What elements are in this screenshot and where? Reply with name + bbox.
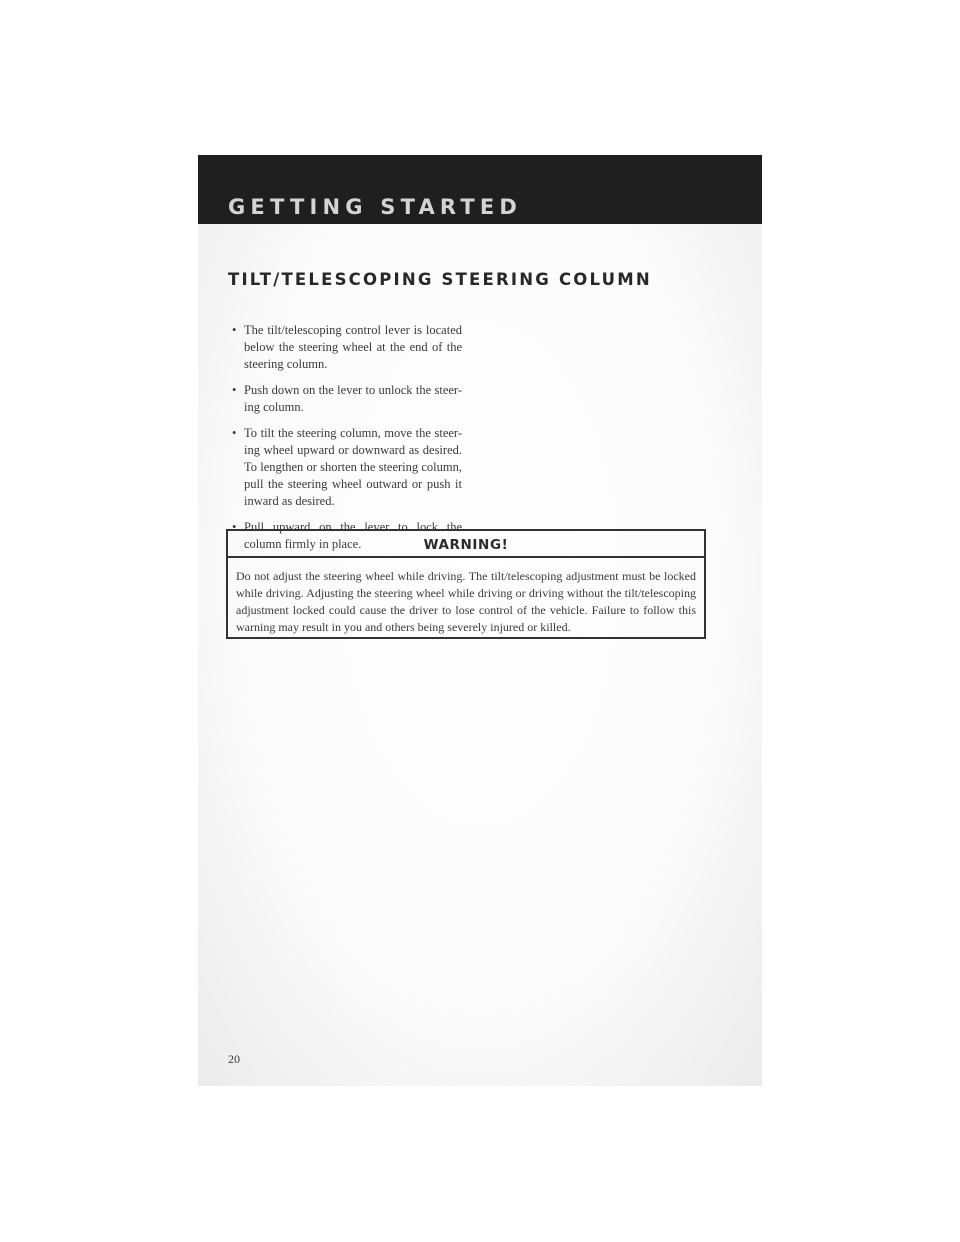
bullet-text: To tilt the steering column, move the steer- ing wheel upward or downward as desired. To lengthen or shorten the steering column, pull the steering wheel outward or push it inward as desired. <box>244 426 462 508</box>
bullet-text: Push down on the lever to unlock the steer- ing column. <box>244 383 462 414</box>
chapter-title: GETTING STARTED <box>228 195 523 219</box>
warning-box <box>226 529 706 639</box>
bullet-item <box>228 382 462 416</box>
warning-heading: WARNING! <box>228 531 704 558</box>
bullet-marker: • <box>232 383 237 397</box>
section-title: TILT/TELESCOPING STEERING COLUMN <box>228 270 652 289</box>
bullet-marker: • <box>232 323 237 337</box>
bullet-item <box>228 322 462 373</box>
warning-text: Do not adjust the steering wheel while driving. The tilt/telescoping adjustment must be locked while driving. Adjusting the steering wheel while driving or driving without the tilt/telescoping adjustment locked could cause the driver to lose control of the vehicle. Failure to follow this warning may result in you and others being severely injured or killed. <box>236 569 696 634</box>
bullet-marker: • <box>232 520 237 534</box>
bullet-marker: • <box>232 426 237 440</box>
page-number: 20 <box>228 1052 240 1066</box>
bullet-text: Pull upward on the lever to lock the column firmly in place. <box>244 520 462 551</box>
header-band <box>198 155 762 224</box>
bullet-list <box>228 322 462 562</box>
bullet-item <box>228 425 462 510</box>
bullet-text: The tilt/telescoping control lever is located below the steering wheel at the end of the steering column. <box>244 323 462 371</box>
manual-page <box>198 155 762 1086</box>
